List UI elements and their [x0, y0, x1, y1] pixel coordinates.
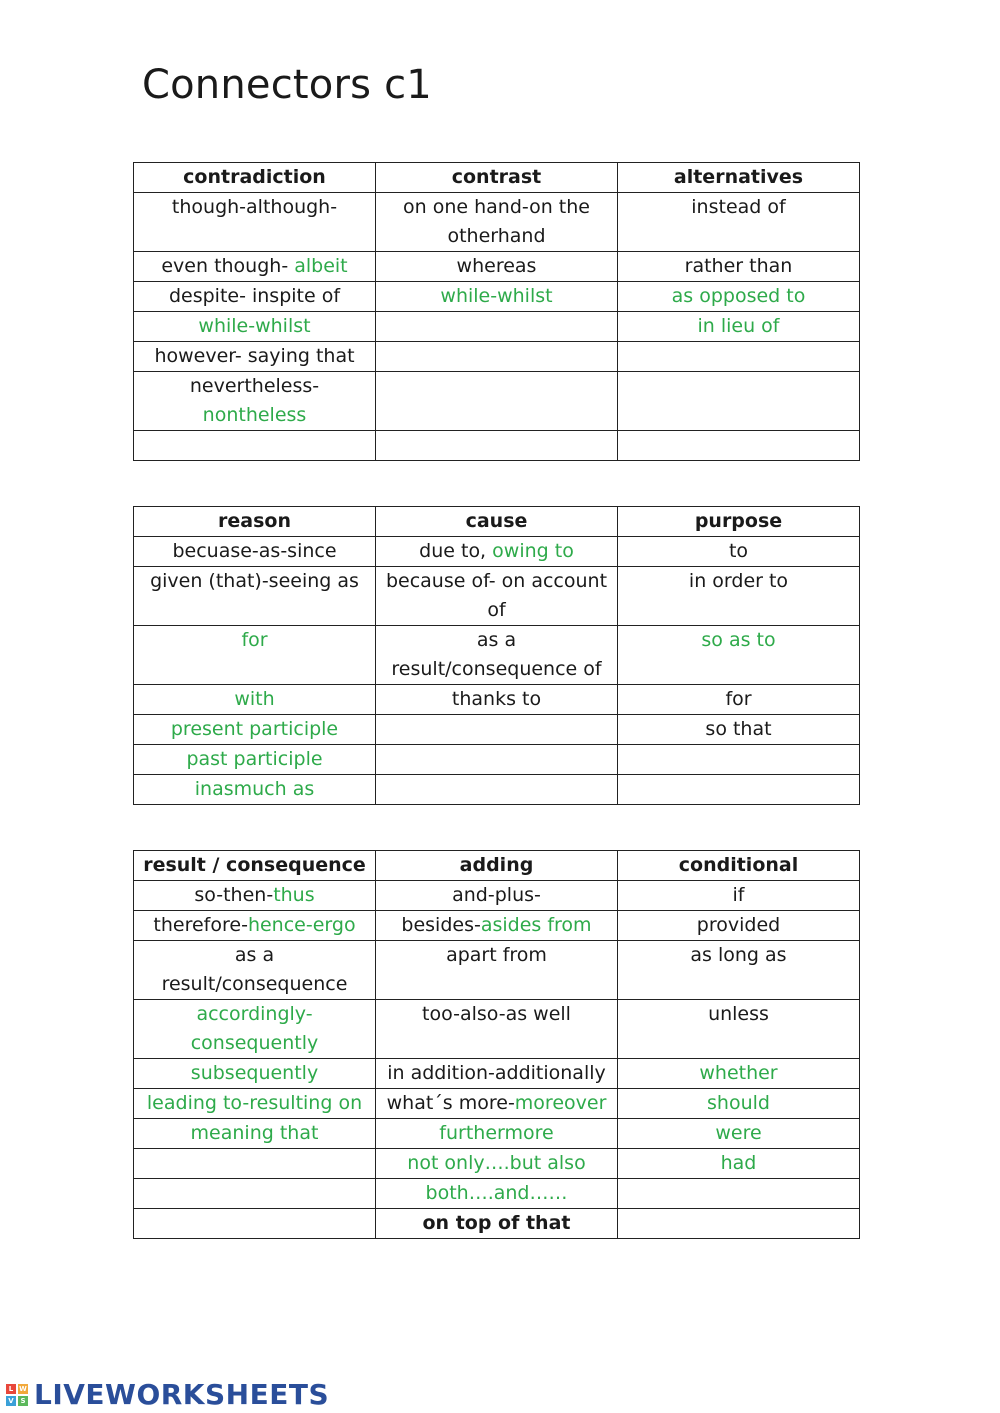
table-cell [376, 1089, 618, 1119]
table-cell [134, 685, 376, 715]
header-cell: contrast [376, 163, 618, 193]
table-cell [618, 881, 860, 911]
connector-text-green: nontheless [202, 404, 307, 426]
connector-text-green: owing to [492, 540, 574, 562]
table-row [134, 567, 860, 626]
table-row [134, 941, 860, 1000]
table-cell [376, 881, 618, 911]
connector-text-green: whether [699, 1062, 778, 1084]
table-cell [376, 911, 618, 941]
table-cell [376, 1209, 618, 1239]
table-cell [618, 282, 860, 312]
table-row [134, 881, 860, 911]
table-cell [376, 537, 618, 567]
table-cell [134, 1149, 376, 1179]
table-row [134, 715, 860, 745]
table-cell [618, 537, 860, 567]
table-cell [618, 775, 860, 805]
table-cell [134, 775, 376, 805]
logo-tile: V [6, 1396, 16, 1406]
connector-text: provided [696, 914, 781, 936]
table-row [134, 1059, 860, 1089]
header-cell: reason [134, 507, 376, 537]
table-cell [134, 626, 376, 685]
table-cell [618, 685, 860, 715]
reason-cause-purpose-table [133, 506, 860, 805]
table-cell [134, 1179, 376, 1209]
table-cell [618, 431, 860, 461]
table-cell [134, 881, 376, 911]
connector-text-green: while-whilst [198, 315, 311, 337]
connector-text: as a result/consequence [161, 944, 348, 995]
table-cell [134, 431, 376, 461]
header-cell: purpose [618, 507, 860, 537]
table-cell [376, 1000, 618, 1059]
connector-text-green: thus [273, 884, 315, 906]
connector-text-green: present participle [170, 718, 339, 740]
connector-text: if [732, 884, 745, 906]
table-row [134, 282, 860, 312]
table-header-row [134, 507, 860, 537]
table-cell [134, 252, 376, 282]
table-cell [618, 372, 860, 431]
table-cell [134, 567, 376, 626]
connector-text-green: asides from [480, 914, 592, 936]
table-cell [134, 745, 376, 775]
connector-text: on top of that [422, 1212, 571, 1234]
liveworksheets-logo-icon [6, 1384, 28, 1406]
logo-tile: W [19, 1384, 27, 1393]
table-cell [618, 715, 860, 745]
table-cell [134, 1119, 376, 1149]
connector-text: as long as [690, 944, 787, 966]
logo-tile: S [18, 1396, 28, 1406]
connector-text: so-then- [194, 884, 274, 906]
table-row [134, 626, 860, 685]
connector-text: though-although- [171, 196, 338, 218]
connector-text: however- saying that [154, 345, 355, 367]
logo-tile: L [6, 1384, 16, 1394]
connector-text: whereas [456, 255, 537, 277]
table-cell [134, 537, 376, 567]
table-row [134, 1089, 860, 1119]
table-row [134, 342, 860, 372]
connector-text-green: with [234, 688, 275, 710]
result-adding-conditional-table [133, 850, 860, 1239]
table-cell [618, 1000, 860, 1059]
table-row [134, 1000, 860, 1059]
table-cell [134, 911, 376, 941]
connector-text-green: both….and…… [425, 1182, 568, 1204]
connector-text: on one hand-on the otherhand [403, 196, 590, 247]
connector-text-green: hence-ergo [247, 914, 356, 936]
connector-text: for [725, 688, 752, 710]
table-cell [618, 626, 860, 685]
table-cell [618, 1209, 860, 1239]
connector-text: besides- [401, 914, 481, 936]
table-cell [618, 1179, 860, 1209]
table-cell [134, 193, 376, 252]
brand-name: LIVEWORKSHEETS [34, 1378, 330, 1411]
table-cell [376, 1119, 618, 1149]
connector-text-green: furthermore [439, 1122, 554, 1144]
connector-text: what´s more- [386, 1092, 515, 1114]
table-row [134, 431, 860, 461]
connector-text: therefore- [153, 914, 248, 936]
table-cell [134, 941, 376, 1000]
connector-text: too-also-as well [422, 1003, 571, 1025]
connector-text-green: accordingly-consequently [190, 1003, 319, 1054]
connector-text-green: moreover [514, 1092, 607, 1114]
table-row [134, 537, 860, 567]
table-cell [376, 1179, 618, 1209]
table-cell [376, 715, 618, 745]
table-row [134, 1119, 860, 1149]
table-row [134, 1179, 860, 1209]
table-row [134, 252, 860, 282]
connector-text-green: past participle [186, 748, 323, 770]
connector-text-green: so as to [701, 629, 776, 651]
header-cell: cause [376, 507, 618, 537]
table-cell [376, 745, 618, 775]
page-title: Connectors c1 [142, 62, 432, 108]
table-header-row [134, 851, 860, 881]
connector-text-green: not only….but also [407, 1152, 586, 1174]
table-cell [134, 1000, 376, 1059]
connector-text: thanks to [451, 688, 542, 710]
table-cell [618, 1089, 860, 1119]
connector-text-green: in lieu of [697, 315, 780, 337]
connector-text: so that [705, 718, 772, 740]
table-cell [376, 567, 618, 626]
connector-text: in addition-additionally [387, 1062, 606, 1084]
table-cell [376, 941, 618, 1000]
table-row [134, 1209, 860, 1239]
connector-text-green: leading to-resulting on [146, 1092, 363, 1114]
table-cell [376, 193, 618, 252]
connector-text: to [728, 540, 749, 562]
header-cell: result / consequence [134, 851, 376, 881]
table-cell [134, 1089, 376, 1119]
table-cell [376, 1149, 618, 1179]
connector-text: unless [708, 1003, 769, 1025]
table-cell [134, 1059, 376, 1089]
table-row [134, 372, 860, 431]
table-cell [376, 775, 618, 805]
table-cell [618, 567, 860, 626]
connector-text-green: while-whilst [440, 285, 553, 307]
table-cell [376, 312, 618, 342]
table-cell [134, 715, 376, 745]
table-cell [618, 312, 860, 342]
liveworksheets-footer [6, 1378, 329, 1411]
connector-text: despite- inspite of [168, 285, 341, 307]
table-cell [618, 1059, 860, 1089]
table-header-row [134, 163, 860, 193]
table-cell [134, 282, 376, 312]
table-cell [618, 252, 860, 282]
table-cell [134, 342, 376, 372]
table-cell [376, 1059, 618, 1089]
table-cell [376, 685, 618, 715]
table-row [134, 1149, 860, 1179]
connector-text: as a result/consequence of [391, 629, 602, 680]
header-cell: alternatives [618, 163, 860, 193]
table-row [134, 685, 860, 715]
table-cell [376, 431, 618, 461]
connector-text-green: as opposed to [671, 285, 806, 307]
table-row [134, 775, 860, 805]
connector-text: apart from [446, 944, 547, 966]
table-cell [376, 372, 618, 431]
contradiction-contrast-alternatives-table [133, 162, 860, 461]
table-cell [134, 1209, 376, 1239]
connector-text: nevertheless- [189, 375, 320, 397]
connector-text-green: albeit [294, 255, 348, 277]
connector-text: instead of [691, 196, 786, 218]
connector-text: rather than [684, 255, 793, 277]
header-cell: conditional [618, 851, 860, 881]
table-cell [618, 342, 860, 372]
table-cell [618, 911, 860, 941]
connector-text: because of- on account of [385, 570, 608, 621]
connector-text-green: subsequently [190, 1062, 319, 1084]
table-cell [376, 342, 618, 372]
connector-text-green: should [707, 1092, 770, 1114]
connector-text-green: had [720, 1152, 757, 1174]
table-cell [618, 1119, 860, 1149]
table-row [134, 745, 860, 775]
table-cell [618, 941, 860, 1000]
connector-text: given (that)-seeing as [150, 570, 359, 592]
table-cell [134, 312, 376, 342]
table-cell [618, 1149, 860, 1179]
table-row [134, 312, 860, 342]
connector-text: in order to [688, 570, 789, 592]
connector-text: even though- [161, 255, 295, 277]
table-row [134, 193, 860, 252]
table-cell [134, 372, 376, 431]
header-cell: contradiction [134, 163, 376, 193]
connector-text-green: for [241, 629, 268, 651]
header-cell: adding [376, 851, 618, 881]
connector-text: becuase-as-since [172, 540, 337, 562]
table-cell [618, 193, 860, 252]
table-cell [376, 252, 618, 282]
connector-text: and-plus- [452, 884, 541, 906]
connector-text: due to, [419, 540, 493, 562]
connector-text-green: inasmuch as [194, 778, 315, 800]
connector-text-green: meaning that [190, 1122, 319, 1144]
table-cell [376, 626, 618, 685]
table-cell [618, 745, 860, 775]
table-row [134, 911, 860, 941]
connector-text-green: were [715, 1122, 762, 1144]
table-cell [376, 282, 618, 312]
